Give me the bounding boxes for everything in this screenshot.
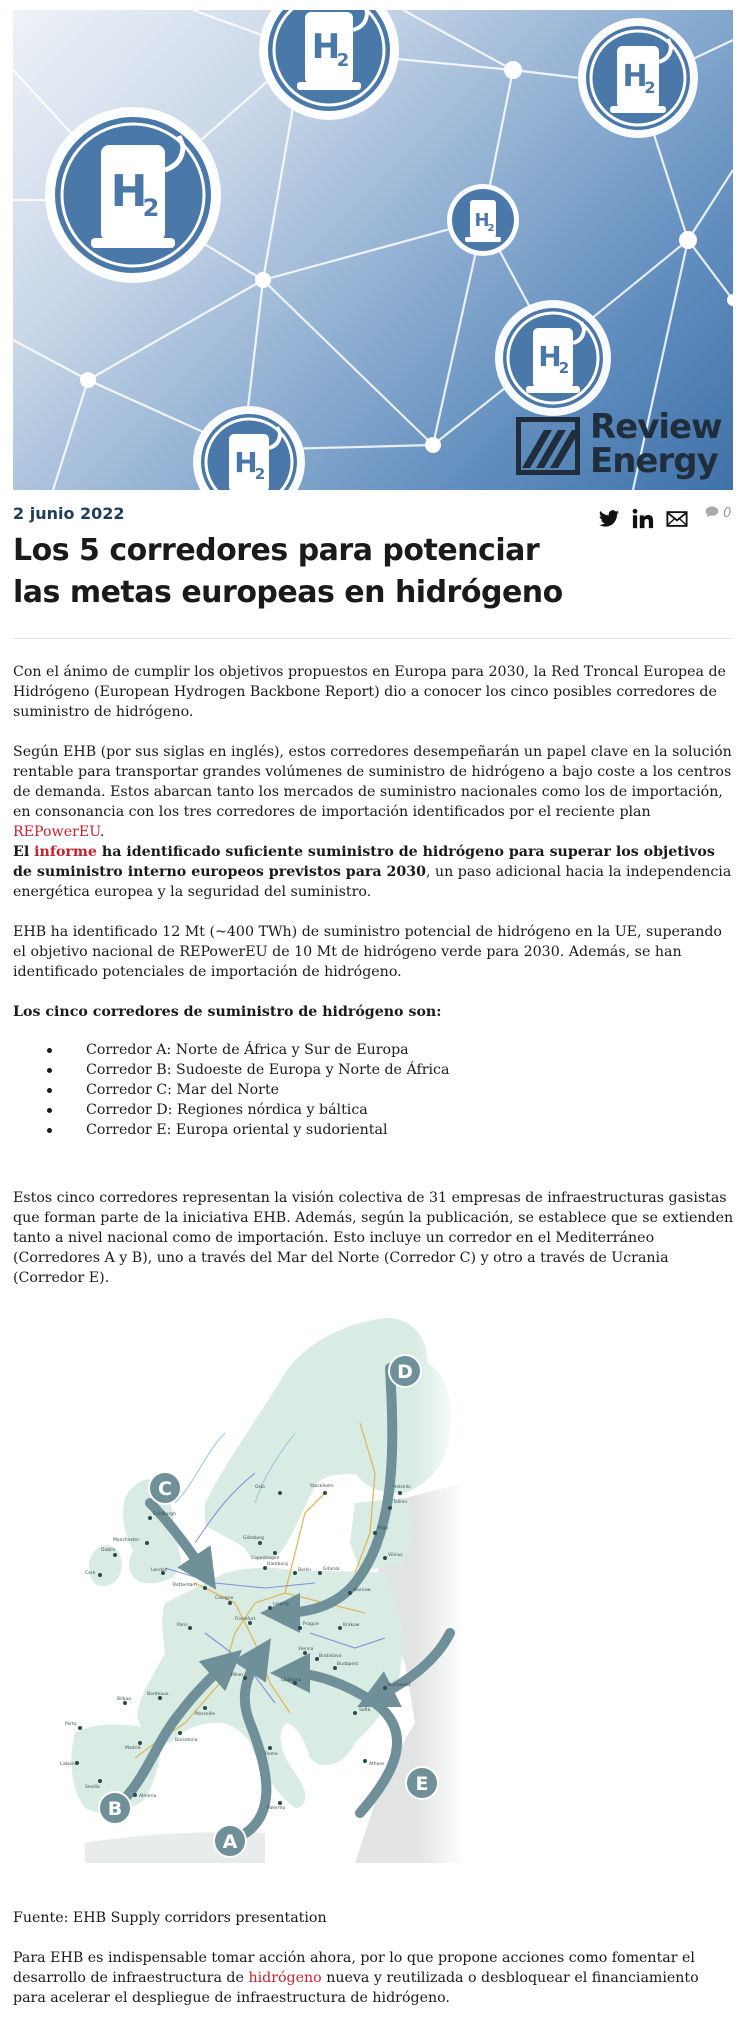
svg-text:Warsaw: Warsaw [353,1588,371,1593]
twitter-icon[interactable] [598,508,620,530]
svg-text:Hamburg: Hamburg [267,1562,288,1567]
paragraph-ehb-role-end: . [99,824,105,840]
paragraph-ehb-role [13,742,735,842]
svg-text:Berlin: Berlin [298,1568,312,1573]
list-item: Corredor B: Sudoeste de Europa y Norte de África [13,1060,713,1080]
review-energy-logo [516,407,726,481]
h2-station-icon [45,107,221,283]
list-heading: Los cinco corredores de suministro de hidrógeno son: [13,1004,442,1020]
list-item: Corredor D: Regiones nórdica y báltica [13,1100,713,1120]
svg-text:Tallinn: Tallinn [393,1500,408,1505]
email-icon[interactable] [666,508,688,530]
svg-text:Lisbon: Lisbon [60,1762,75,1767]
svg-text:Bucharest: Bucharest [388,1683,411,1688]
svg-text:Manchester: Manchester [113,1538,140,1543]
svg-text:Leipzig: Leipzig [273,1602,289,1607]
svg-text:H: H [234,446,258,479]
list-item: Corredor E: Europa oriental y sudoriental [13,1120,713,1140]
svg-text:H: H [622,59,648,94]
svg-text:Bordeaux: Bordeaux [147,1692,169,1697]
paragraph-intro: Con el ánimo de cumplir los objetivos propuestos en Europa para 2030, la Red Troncal Europea de Hidrógeno (European Hydrogen Backbone Report) dio a conocer los cinco posibles corredores de suministro de hidrógeno. [13,664,726,720]
svg-text:Rome: Rome [265,1752,278,1757]
hidrogeno-link[interactable]: hidrógeno [248,1970,322,1986]
svg-text:Almeria: Almeria [139,1794,157,1799]
svg-text:C: C [158,1478,172,1500]
svg-text:Milan: Milan [231,1673,243,1678]
svg-text:Barcelona: Barcelona [175,1738,198,1743]
svg-text:Vilnius: Vilnius [388,1553,403,1558]
paragraph-report [13,842,735,902]
h2-station-icon [259,10,399,120]
h2-station-icon [495,300,611,416]
corridor-label-a [214,1825,246,1857]
svg-text:H: H [311,27,341,67]
paragraph-action-text: Para EHB es indispensable tomar acción ahora, por lo que propone acciones como fomentar el desarrollo de infraestructura de [13,1950,695,1986]
svg-text:Budapest: Budapest [337,1662,359,1667]
svg-text:H: H [110,166,148,217]
svg-text:Athens: Athens [369,1762,385,1767]
svg-text:2: 2 [142,194,160,222]
svg-text:Edinburgh: Edinburgh [153,1512,176,1517]
svg-text:Riga: Riga [378,1526,388,1531]
svg-text:Bratislava: Bratislava [319,1654,342,1659]
svg-text:2: 2 [336,50,350,71]
svg-text:Gdańsk: Gdańsk [323,1567,340,1572]
informe-link[interactable]: informe [34,844,97,860]
svg-text:Sevilla: Sevilla [85,1785,100,1790]
svg-text:A: A [222,1831,238,1853]
paragraph-report-rest: , un paso adicional hacia la independencia energética europea y la seguridad del suministro. [13,864,732,900]
publish-date: 2 junio 2022 [13,504,125,523]
h2-station-icon [447,184,519,256]
svg-text:London: London [151,1568,168,1573]
corridor-label-c [149,1472,181,1504]
corridor-label-e [406,1767,438,1799]
brand-line-1: Review [590,407,722,447]
svg-text:Marseille: Marseille [195,1712,216,1717]
svg-text:Vienna: Vienna [298,1647,314,1652]
svg-text:Oslo: Oslo [255,1485,265,1490]
svg-text:Palermo: Palermo [267,1806,286,1811]
svg-text:Madrid: Madrid [125,1746,141,1751]
brand-line-2: Energy [590,441,718,481]
repowereu-link[interactable]: REPowerEU [13,824,100,840]
svg-text:Copenhagen: Copenhagen [251,1556,280,1561]
svg-text:2: 2 [644,78,656,97]
svg-text:Frankfurt: Frankfurt [235,1617,256,1622]
brand-mark-icon [516,417,580,475]
svg-text:2: 2 [487,223,495,234]
paragraph-report-lead: El [13,844,35,860]
svg-text:Cork: Cork [85,1571,96,1576]
corridors-map [55,1303,465,1863]
h2-station-icon [578,18,698,138]
article-title: Los 5 corredores para potenciar las metas europeas en hidrógeno [13,533,563,610]
svg-text:Ljubljana: Ljubljana [281,1678,302,1683]
svg-text:E: E [415,1773,429,1795]
svg-text:Helsinki: Helsinki [393,1485,411,1490]
title-divider [13,638,733,639]
svg-text:Prague: Prague [303,1622,319,1627]
list-item: Corredor A: Norte de África y Sur de Europa [13,1040,713,1060]
comment-bubble-icon [705,506,719,518]
europe-corridors-map [55,1303,465,1863]
paragraph-report-bold: ha identificado suficiente suministro de hidrógeno para superar los objetivos de suministro interno europeos previstos para 2030 [13,844,715,880]
svg-text:H: H [474,210,490,231]
svg-text:B: B [107,1798,123,1820]
svg-text:Paris: Paris [177,1623,188,1628]
comment-count[interactable] [705,506,731,521]
list-item: Corredor C: Mar del Norte [13,1080,713,1100]
svg-text:2: 2 [254,465,266,483]
paragraph-ehb-role-text: Según EHB (por sus siglas en inglés), estos corredores desempeñarán un papel clave en la solución rentable para transportar grandes volúmenes de suministro de hidrógeno a bajo coste a los centros de demanda. Estos abarcan tanto los mercados de suministro nacionales como los de importación, en consonancia con los tres corredores de importación identificados por el reciente plan [13,744,732,820]
svg-text:Rotterdam: Rotterdam [173,1583,197,1588]
svg-text:Bilbao: Bilbao [117,1697,131,1702]
paragraph-action-end: nueva y reutilizada o desbloquear el financiamiento para acelerar el despliegue de infraestructura de hidrógeno. [13,1970,699,2006]
corridor-label-b [99,1792,131,1824]
svg-text:Sofia: Sofia [359,1708,371,1713]
corridor-list [13,1040,713,1140]
svg-text:D: D [397,1361,413,1383]
svg-text:Porto: Porto [65,1722,77,1727]
svg-text:2: 2 [558,359,570,377]
paragraph-collective-vision: Estos cinco corredores representan la visión colectiva de 31 empresas de infraestructuras gasistas que forman parte de la iniciativa EHB. Además, según la publicación, se establece que se extienden tanto a nivel nacional como de importación. Esto incluye un corredor en el Mediterráneo (Corredores A y B), uno a través del Mar del Norte (Corredor C) y otro a través de Ucrania (Corredor E). [13,1190,734,1286]
h2-station-icon [193,406,305,490]
svg-text:Dublin: Dublin [101,1548,116,1553]
paragraph-action [13,1948,735,2008]
svg-text:Göteborg: Göteborg [243,1536,265,1541]
linkedin-icon[interactable] [632,508,654,530]
comment-count-value: 0 [723,506,732,521]
map-source-caption: Fuente: EHB Supply corridors presentation [13,1910,327,1926]
svg-text:Cologne: Cologne [215,1596,234,1601]
svg-text:Krakow: Krakow [343,1623,360,1628]
hero-image [13,10,733,490]
corridor-label-d [389,1355,421,1387]
paragraph-supply: EHB ha identificado 12 Mt (~400 TWh) de suministro potencial de hidrógeno en la UE, superando el objetivo nacional de REPowerEU de 10 Mt de hidrógeno verde para 2030. Además, se han identificado potenciales de importación de hidrógeno. [13,924,722,980]
svg-text:Stockholm: Stockholm [310,1484,334,1489]
svg-text:H: H [538,340,562,373]
